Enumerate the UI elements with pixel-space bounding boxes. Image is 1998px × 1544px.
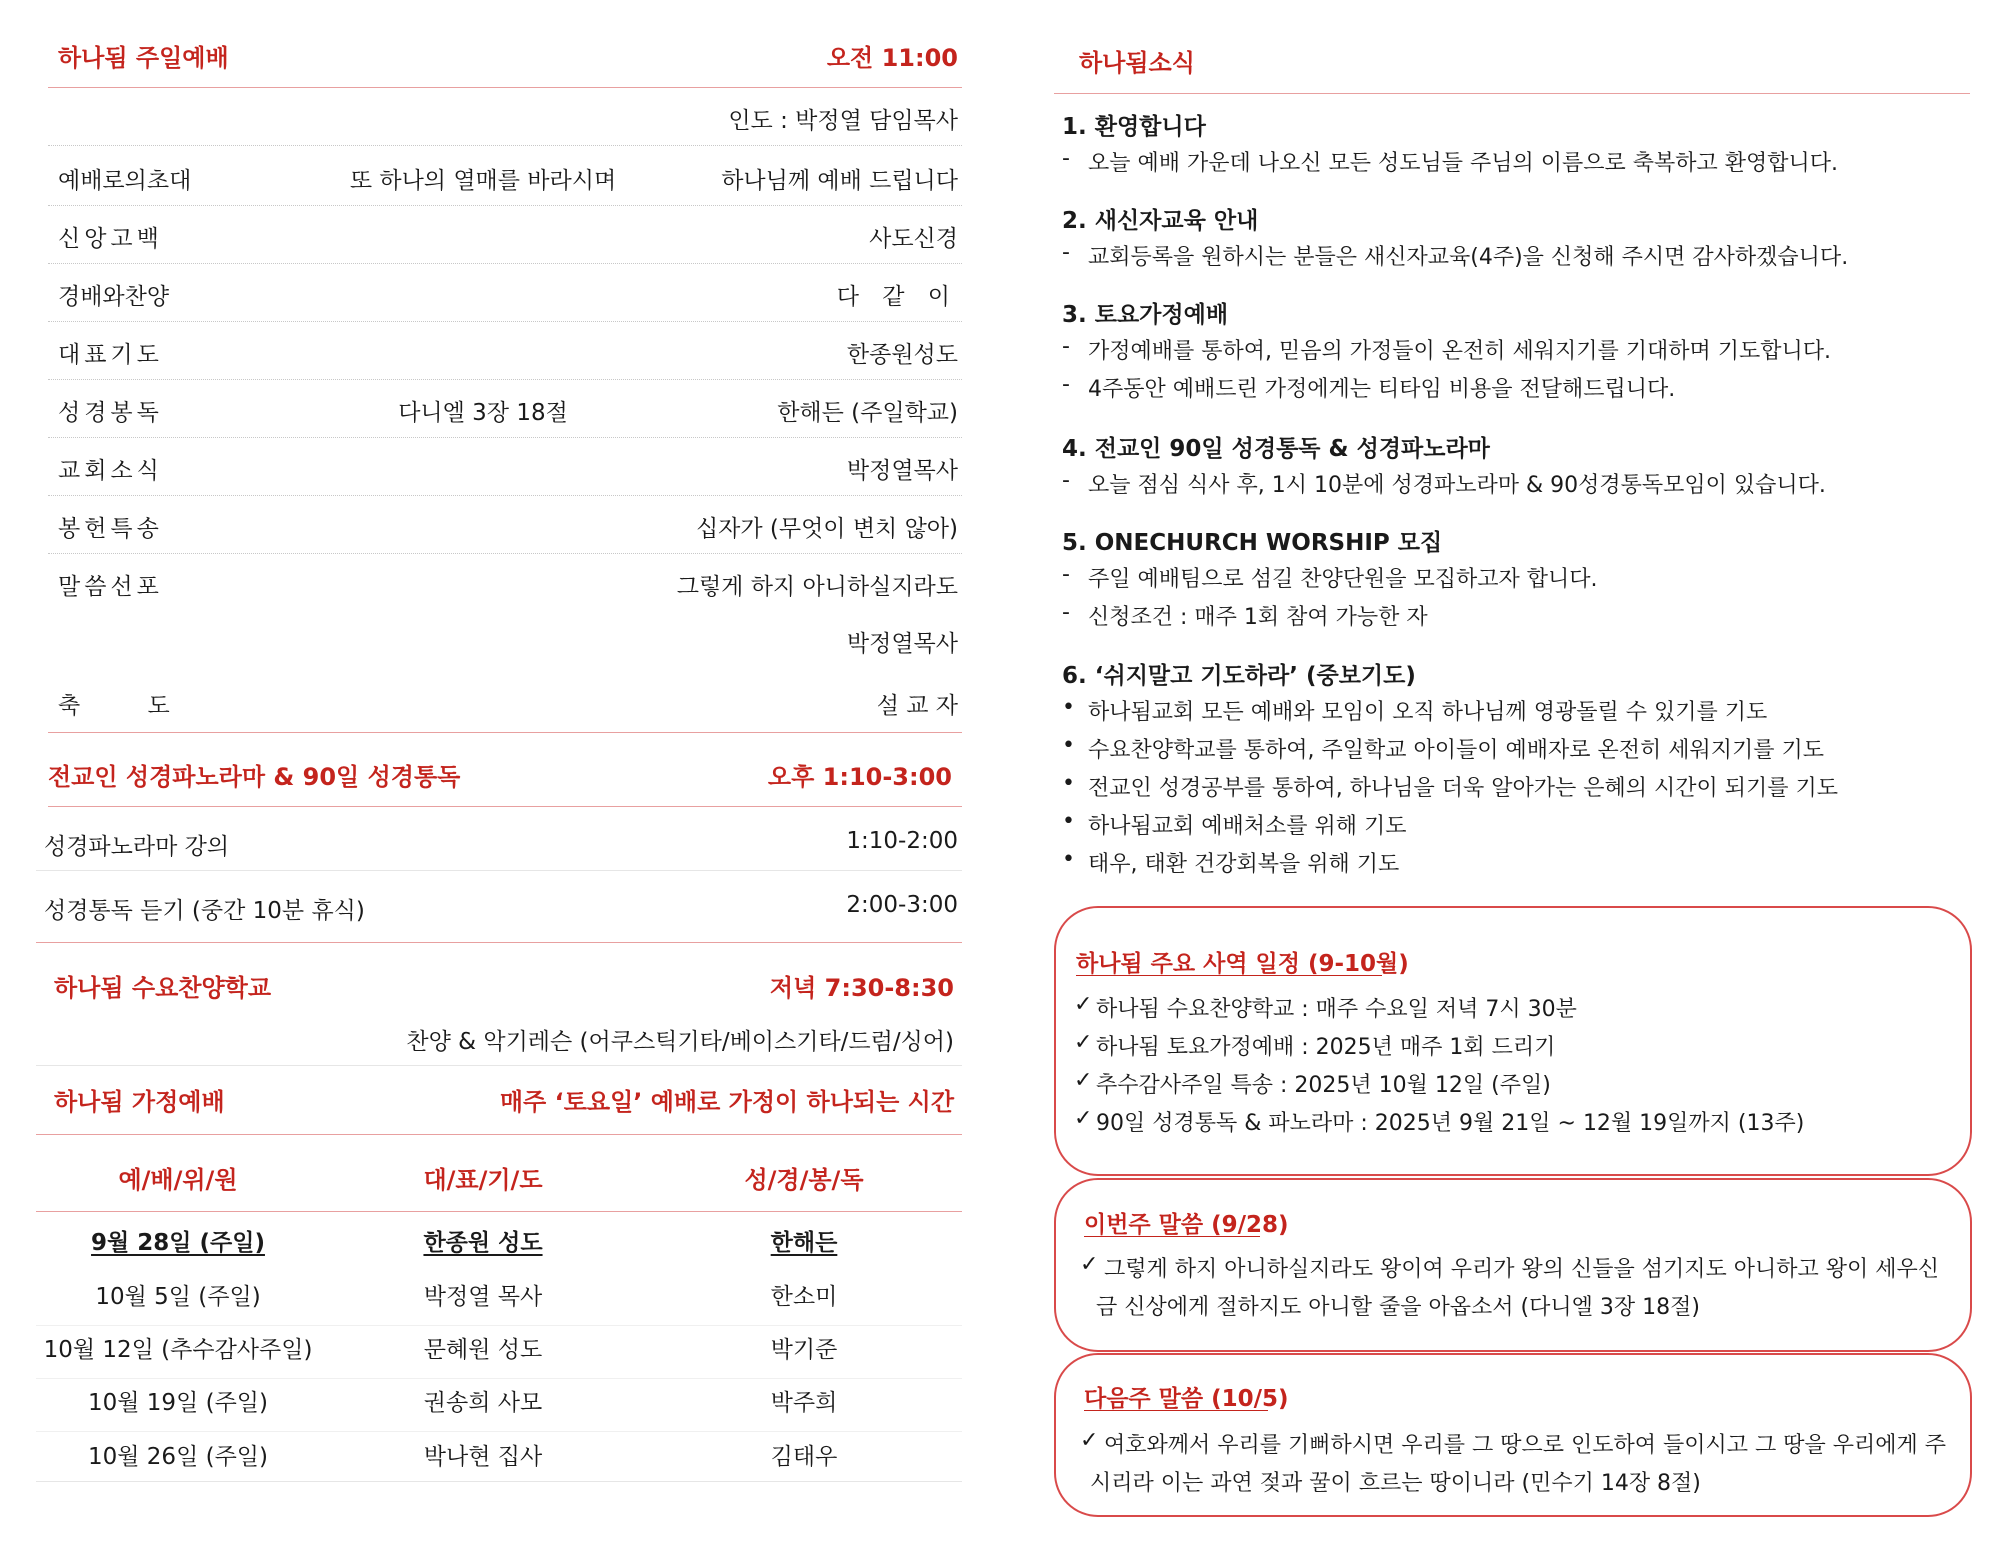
news-line: 태우, 태환 건강회복을 위해 기도 (1088, 852, 1400, 877)
divider (48, 263, 962, 264)
panorama-row-label: 성경파노라마 강의 (44, 834, 230, 860)
news-heading: 4. 전교인 90일 성경통독 & 성경파노라마 (1062, 436, 1490, 462)
order-label: 대표기도 (58, 342, 163, 368)
family-date: 9월 28일 (주일) (91, 1230, 265, 1256)
title-underline (1076, 975, 1382, 976)
divider (36, 1134, 962, 1135)
family-reading: 한소미 (770, 1284, 838, 1310)
schedule-item: 하나됨 수요찬양학교 : 매주 수요일 저녁 7시 30분 (1096, 997, 1577, 1022)
divider (48, 321, 962, 322)
divider (36, 1325, 962, 1326)
check-icon: ✓ (1074, 1106, 1093, 1131)
divider (36, 1211, 962, 1212)
divider (36, 1431, 962, 1432)
news-line: 4주동안 예배드린 가정에게는 티타임 비용을 전달해드립니다. (1088, 377, 1676, 402)
panorama-title: 전교인 성경파노라마 & 90일 성경통독 (48, 763, 461, 791)
panorama-row-time: 2:00-3:00 (846, 892, 958, 918)
order-right: 그렇게 하지 아니하실지라도 (676, 574, 958, 600)
divider (36, 1065, 962, 1066)
family-date: 10월 26일 (주일) (88, 1444, 268, 1470)
order-right: 한해든 (주일학교) (777, 400, 958, 426)
divider (48, 495, 962, 496)
divider (48, 806, 962, 807)
order-label: 신앙고백 (58, 226, 163, 252)
divider (48, 553, 962, 554)
divider (36, 1481, 962, 1482)
family-reading: 한해든 (770, 1230, 838, 1256)
wednesday-title: 하나됨 수요찬양학교 (54, 974, 272, 1002)
order-right: 박정열목사 (846, 458, 958, 484)
news-title: 하나됨소식 (1079, 49, 1195, 77)
bullet-icon: • (1062, 695, 1075, 720)
check-icon: ✓ (1074, 1030, 1093, 1055)
family-prayer: 문혜원 성도 (423, 1337, 543, 1363)
check-icon: ✓ (1080, 1428, 1099, 1453)
family-header-reading: 성/경/봉/독 (744, 1166, 864, 1194)
wednesday-time: 저녁 7:30-8:30 (769, 974, 954, 1002)
sunday-title: 하나됨 주일예배 (58, 44, 229, 72)
this-week-line-2: 금 신상에게 절하지도 아니할 줄을 아옵소서 (다니엘 3장 18절) (1096, 1295, 1700, 1320)
next-week-line-1: 여호와께서 우리를 기뻐하시면 우리를 그 땅으로 인도하여 들이시고 그 땅을 우리에게 주 (1104, 1433, 1946, 1458)
family-reading: 김태우 (770, 1444, 838, 1470)
check-icon: ✓ (1074, 1068, 1093, 1093)
dash-icon: - (1062, 240, 1070, 265)
title-underline (1084, 1410, 1268, 1411)
family-date: 10월 19일 (주일) (88, 1390, 268, 1416)
benediction-right: 설 교 자 (876, 693, 958, 719)
order-label: 교회소식 (58, 458, 163, 484)
schedule-item: 90일 성경통독 & 파노라마 : 2025년 9월 21일 ~ 12월 19일까지 (13주) (1096, 1111, 1805, 1136)
sunday-leader: 인도 : 박정열 담임목사 (728, 108, 958, 134)
bullet-icon: • (1062, 733, 1075, 758)
order-right: 한종원성도 (846, 342, 958, 368)
family-date: 10월 12일 (추수감사주일) (43, 1337, 313, 1363)
order-label: 말씀선포 (58, 574, 163, 600)
news-heading: 1. 환영합니다 (1062, 114, 1206, 140)
schedule-title: 하나됨 주요 사역 일정 (9-10월) (1076, 951, 1409, 977)
family-prayer: 박정열 목사 (423, 1284, 543, 1310)
news-heading: 6. ‘쉬지말고 기도하라’ (중보기도) (1062, 663, 1416, 689)
benediction-label: 축 도 (58, 693, 200, 719)
news-line: 하나됨교회 모든 예배와 모임이 오직 하나님께 영광돌릴 수 있기를 기도 (1088, 700, 1768, 725)
divider (48, 437, 962, 438)
order-right: 십자가 (무엇이 변치 않아) (695, 516, 958, 542)
next-week-line-2: 시리라 이는 과연 젖과 꿀이 흐르는 땅이니라 (민수기 14장 8절) (1090, 1471, 1701, 1496)
panorama-time: 오후 1:10-3:00 (767, 763, 952, 791)
order-middle: 또 하나의 열매를 바라시며 (349, 168, 617, 194)
this-week-line-1: 그렇게 하지 아니하실지라도 왕이여 우리가 왕의 신들을 섬기지도 아니하고 왕이 세우신 (1104, 1257, 1940, 1282)
family-date: 10월 5일 (주일) (95, 1284, 261, 1310)
order-right: 하나님께 예배 드립니다 (721, 168, 958, 194)
order-label: 경배와찬양 (58, 284, 170, 310)
title-underline (1084, 1236, 1260, 1237)
wednesday-detail: 찬양 & 악기레슨 (어쿠스틱기타/베이스기타/드럼/싱어) (406, 1029, 954, 1055)
dash-icon: - (1062, 372, 1070, 397)
divider (48, 145, 962, 146)
news-line: 주일 예배팀으로 섬길 찬양단원을 모집하고자 합니다. (1088, 567, 1598, 592)
order-label: 봉헌특송 (58, 516, 163, 542)
dash-icon: - (1062, 468, 1070, 493)
divider (48, 732, 962, 733)
family-prayer: 한종원 성도 (423, 1230, 543, 1256)
news-line: 오늘 예배 가운데 나오신 모든 성도님들 주님의 이름으로 축복하고 환영합니다. (1088, 151, 1838, 176)
news-heading: 3. 토요가정예배 (1062, 302, 1229, 328)
news-line: 하나됨교회 예배처소를 위해 기도 (1088, 814, 1407, 839)
order-right: 다 같 이 (836, 284, 958, 310)
next-week-title: 다음주 말씀 (10/5) (1084, 1386, 1289, 1412)
panorama-row-time: 1:10-2:00 (846, 828, 958, 854)
divider (48, 205, 962, 206)
divider (1054, 93, 1970, 94)
sunday-time: 오전 11:00 (826, 44, 958, 72)
news-line: 전교인 성경공부를 통하여, 하나님을 더욱 알아가는 은혜의 시간이 되기를 기도 (1088, 776, 1838, 801)
family-reading: 박기준 (770, 1337, 838, 1363)
divider (48, 379, 962, 380)
order-middle: 다니엘 3장 18절 (398, 400, 568, 426)
news-heading: 5. ONECHURCH WORSHIP 모집 (1062, 530, 1443, 556)
schedule-item: 하나됨 토요가정예배 : 2025년 매주 1회 드리기 (1096, 1035, 1556, 1060)
family-title: 하나됨 가정예배 (54, 1088, 225, 1116)
dash-icon: - (1062, 600, 1070, 625)
dash-icon: - (1062, 562, 1070, 587)
bullet-icon: • (1062, 771, 1075, 796)
check-icon: ✓ (1074, 992, 1093, 1017)
family-reading: 박주희 (770, 1390, 838, 1416)
divider (36, 870, 962, 871)
family-prayer: 박나현 집사 (423, 1444, 543, 1470)
bullet-icon: • (1062, 809, 1075, 834)
family-prayer: 권송희 사모 (423, 1390, 543, 1416)
check-icon: ✓ (1080, 1252, 1099, 1277)
order-label: 예배로의초대 (58, 168, 192, 194)
news-line: 수요찬양학교를 통하여, 주일학교 아이들이 예배자로 온전히 세워지기를 기도 (1088, 738, 1825, 763)
news-line: 오늘 점심 식사 후, 1시 10분에 성경파노라마 & 90성경통독모임이 있습니다. (1088, 473, 1826, 498)
family-header-prayer: 대/표/기/도 (423, 1166, 543, 1194)
order-right: 사도신경 (869, 226, 958, 252)
panorama-row-label: 성경통독 듣기 (중간 10분 휴식) (44, 898, 365, 924)
family-subtitle: 매주 ‘토요일’ 예배로 가정이 하나되는 시간 (499, 1088, 954, 1116)
dash-icon: - (1062, 334, 1070, 359)
order-label: 성경봉독 (58, 400, 163, 426)
news-line: 교회등록을 원하시는 분들은 새신자교육(4주)을 신청해 주시면 감사하겠습니다. (1088, 245, 1849, 270)
news-heading: 2. 새신자교육 안내 (1062, 208, 1259, 234)
preacher: 박정열목사 (846, 631, 958, 657)
this-week-title: 이번주 말씀 (9/28) (1084, 1212, 1289, 1238)
news-line: 신청조건 : 매주 1회 참여 가능한 자 (1088, 605, 1428, 630)
divider (36, 942, 962, 943)
schedule-item: 추수감사주일 특송 : 2025년 10월 12일 (주일) (1096, 1073, 1551, 1098)
dash-icon: - (1062, 146, 1070, 171)
news-line: 가정예배를 통하여, 믿음의 가정들이 온전히 세워지기를 기대하며 기도합니다. (1088, 339, 1832, 364)
divider (48, 87, 962, 88)
bullet-icon: • (1062, 847, 1075, 872)
family-header-worship: 예/배/위/원 (118, 1166, 238, 1194)
divider (36, 1378, 962, 1379)
